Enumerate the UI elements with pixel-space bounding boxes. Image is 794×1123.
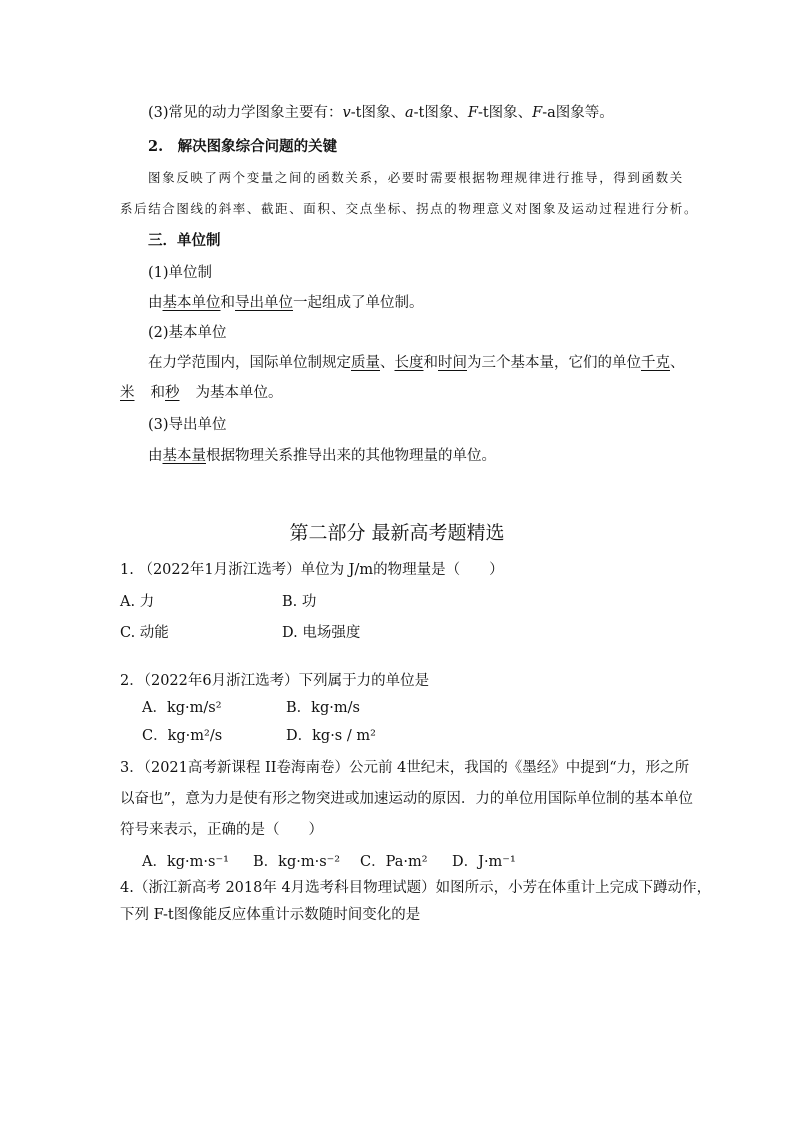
key-paragraph-line2: 系后结合图线的斜率、截距、面积、交点坐标、拐点的物理意义对图象及运动过程进行分析。 — [120, 201, 699, 216]
q3-option-d: D．J·m⁻¹ — [452, 854, 516, 870]
q2-option-d: D．kg·s / m² — [286, 728, 376, 744]
q1-option-c: C. 动能 — [120, 625, 169, 641]
q4-line1: 4.（浙江新高考 2018年 4月选考科目物理试题）如图所示，小芳在体重计上完成下蹲动作， — [120, 880, 712, 896]
q3-line3: 符号来表示，正确的是（ ） — [120, 822, 323, 838]
q3-option-c: C．Pa·m² — [360, 854, 428, 870]
units-line1: 由基本单位和导出单位一起组成了单位制。 — [148, 295, 424, 311]
q1-option-a: A. 力 — [120, 594, 155, 610]
key-paragraph-line1: 图象反映了两个变量之间的函数关系，必要时需要根据物理规律进行推导，得到函数关 — [148, 170, 684, 185]
q2-option-c: C．kg·m²/s — [142, 728, 223, 744]
units-sub1: (1)单位制 — [148, 265, 213, 281]
graph-types-line: (3)常见的动力学图象主要有：v-t图象、a-t图象、F-t图象、F-a图象等。 — [148, 105, 614, 121]
q3-line2: 以奋也”，意为力是使有形之物突进或加速运动的原因．力的单位用国际单位制的基本单位 — [120, 791, 693, 807]
q1-option-d: D. 电场强度 — [282, 625, 361, 641]
q3-line1: 3．（2021高考新课程 II卷海南卷）公元前 4世纪末，我国的《墨经》中提到“力，形之所 — [120, 760, 690, 776]
units-line3: 米 和秒 为基本单位。 — [120, 385, 283, 401]
q2-option-a: A．kg·m/s² — [142, 700, 222, 716]
q1-stem: 1. （2022年1月浙江选考）单位为 J/m的物理量是（ ） — [120, 562, 504, 578]
q3-option-b: B．kg·m·s⁻² — [253, 854, 341, 870]
units-heading: 三．单位制 — [148, 232, 221, 249]
units-line4: 由基本量根据物理关系推导出来的其他物理量的单位。 — [148, 448, 496, 464]
units-sub3: (3)导出单位 — [148, 417, 227, 433]
units-sub2: (2)基本单位 — [148, 325, 227, 341]
part2-title: 第二部分 最新高考题精选 — [289, 522, 505, 544]
key-heading: 2. 解决图象综合问题的关键 — [148, 138, 338, 155]
q2-option-b: B．kg·m/s — [286, 700, 360, 716]
q2-stem: 2．（2022年6月浙江选考）下列属于力的单位是 — [120, 673, 430, 689]
q4-line2: 下列 F-t图像能反应体重计示数随时间变化的是 — [120, 907, 421, 923]
units-line2: 在力学范围内，国际单位制规定质量、长度和时间为三个基本量，它们的单位千克、 — [148, 355, 685, 371]
q1-option-b: B. 功 — [282, 594, 317, 610]
q3-option-a: A．kg·m·s⁻¹ — [142, 854, 229, 870]
